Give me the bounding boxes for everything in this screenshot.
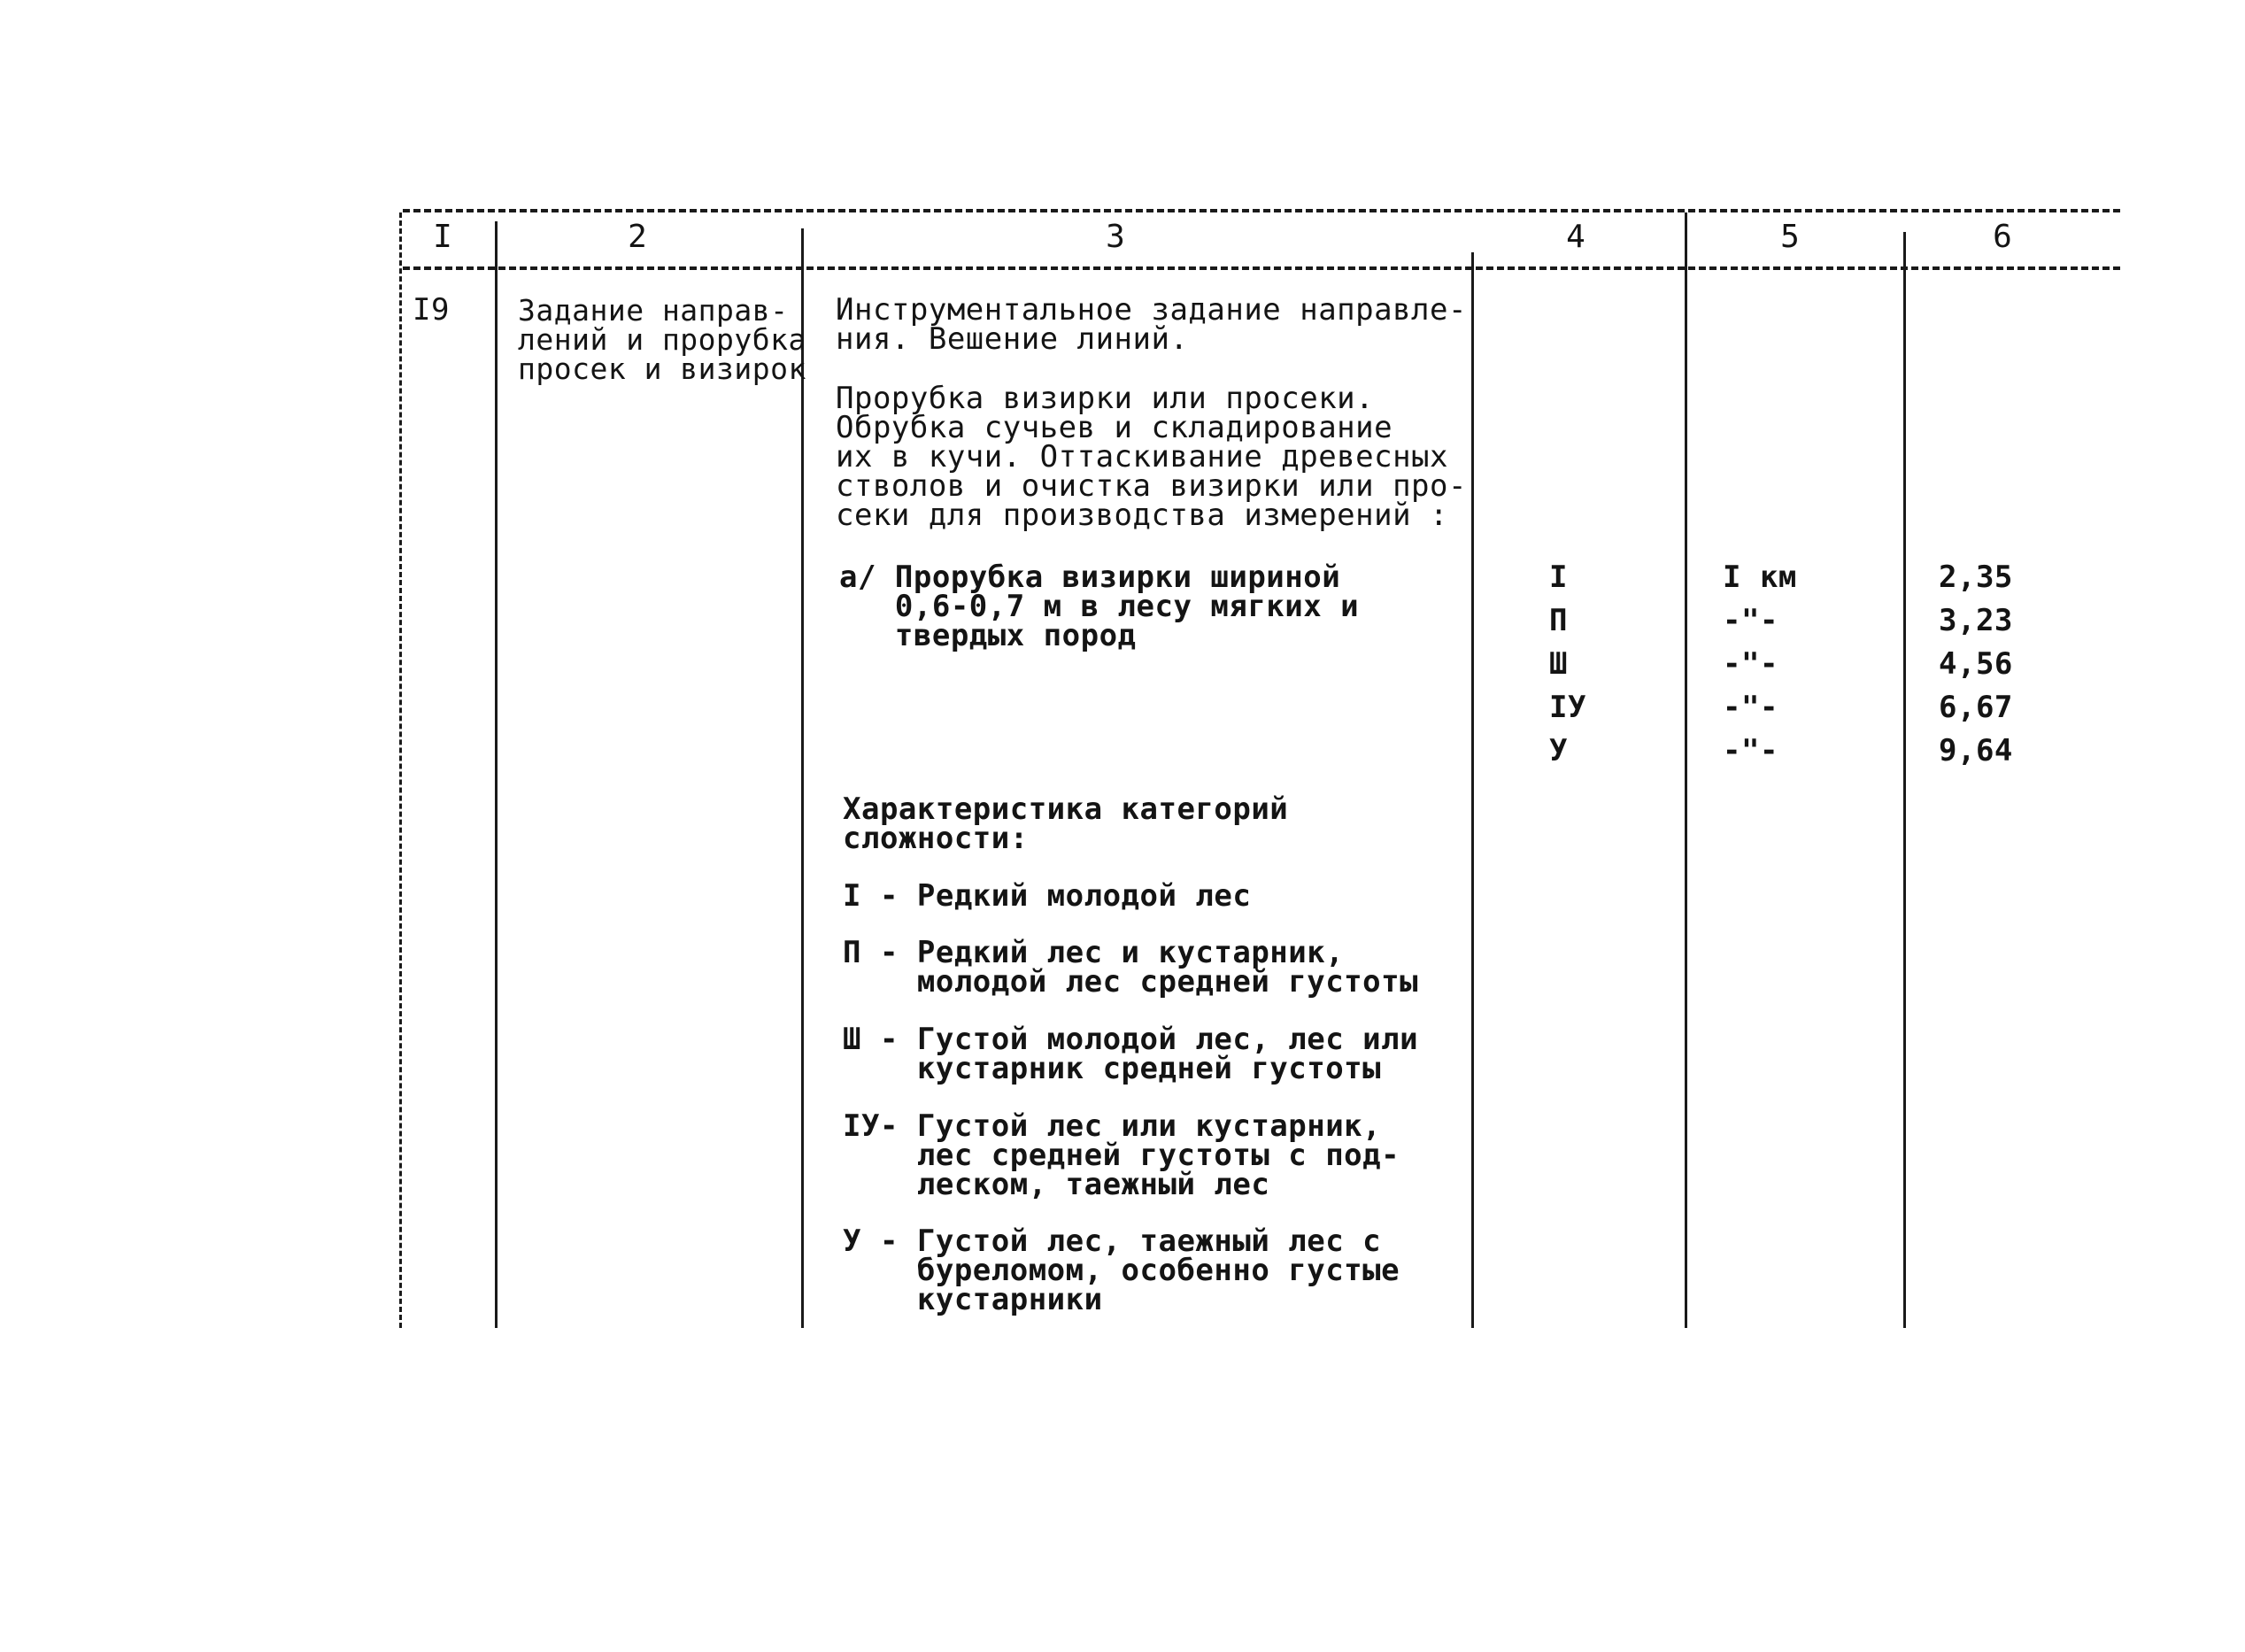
value-4: 6,67 (1939, 690, 2013, 725)
instrumental-text: Инструментальное задание направле- ния. Вешение линий. (836, 292, 1467, 357)
column-separator-1-2 (495, 221, 498, 1328)
header-bottom-rule (403, 266, 2120, 270)
characteristic-5: У - Густой лес, таежный лес с буреломом, особенно густые кустарники (843, 1224, 1400, 1317)
value-2: 3,23 (1939, 603, 2013, 638)
header-col-5: 5 (1780, 219, 1800, 255)
characteristics-heading: Характеристика категорий сложности: (843, 791, 1289, 856)
unit-4: -"- (1723, 690, 1778, 725)
value-1: 2,35 (1939, 560, 2013, 595)
characteristic-4: IУ- Густой лес или кустарник, лес средней густоты с под- леском, таежный лес (843, 1108, 1400, 1202)
column-border-left (399, 212, 402, 1328)
value-3: 4,56 (1939, 646, 2013, 682)
subitem-a-text: а/ Прорубка визирки шириной 0,6-0,7 м в лесу мягких и твердых пород (839, 560, 1360, 653)
unit-5: -"- (1723, 733, 1778, 768)
header-col-3: 3 (1106, 219, 1125, 255)
header-col-2: 2 (628, 219, 647, 255)
column-separator-4-5 (1685, 212, 1687, 1328)
category-4: IУ (1549, 690, 1586, 725)
header-col-1: I (433, 219, 452, 255)
characteristic-1: I - Редкий молодой лес (843, 878, 1252, 914)
category-3: Ш (1549, 646, 1568, 682)
unit-1: I км (1723, 560, 1797, 595)
cutting-text: Прорубка визирки или просеки. Обрубка сучьев и складирование их в кучи. Оттаскивание древесных стволов и очистка визирки или про- секи для производства измерений : (836, 381, 1467, 533)
row-title: Задание направ- лений и прорубка просек и визирок (518, 293, 806, 386)
unit-2: -"- (1723, 603, 1778, 638)
column-separator-2-3 (801, 228, 804, 1328)
value-5: 9,64 (1939, 733, 2013, 768)
characteristic-3: Ш - Густой молодой лес, лес или кустарник средней густоты (843, 1022, 1419, 1086)
category-5: У (1549, 733, 1568, 768)
header-col-6: 6 (1993, 219, 2012, 255)
category-1: I (1549, 560, 1568, 595)
characteristic-2: П - Редкий лес и кустарник, молодой лес средней густоты (843, 935, 1419, 1000)
table-top-rule (403, 209, 2120, 212)
row-number: I9 (413, 292, 450, 328)
category-2: П (1549, 603, 1568, 638)
column-separator-3-4 (1471, 252, 1474, 1328)
header-col-4: 4 (1566, 219, 1585, 255)
unit-3: -"- (1723, 646, 1778, 682)
column-separator-5-6 (1903, 232, 1906, 1328)
